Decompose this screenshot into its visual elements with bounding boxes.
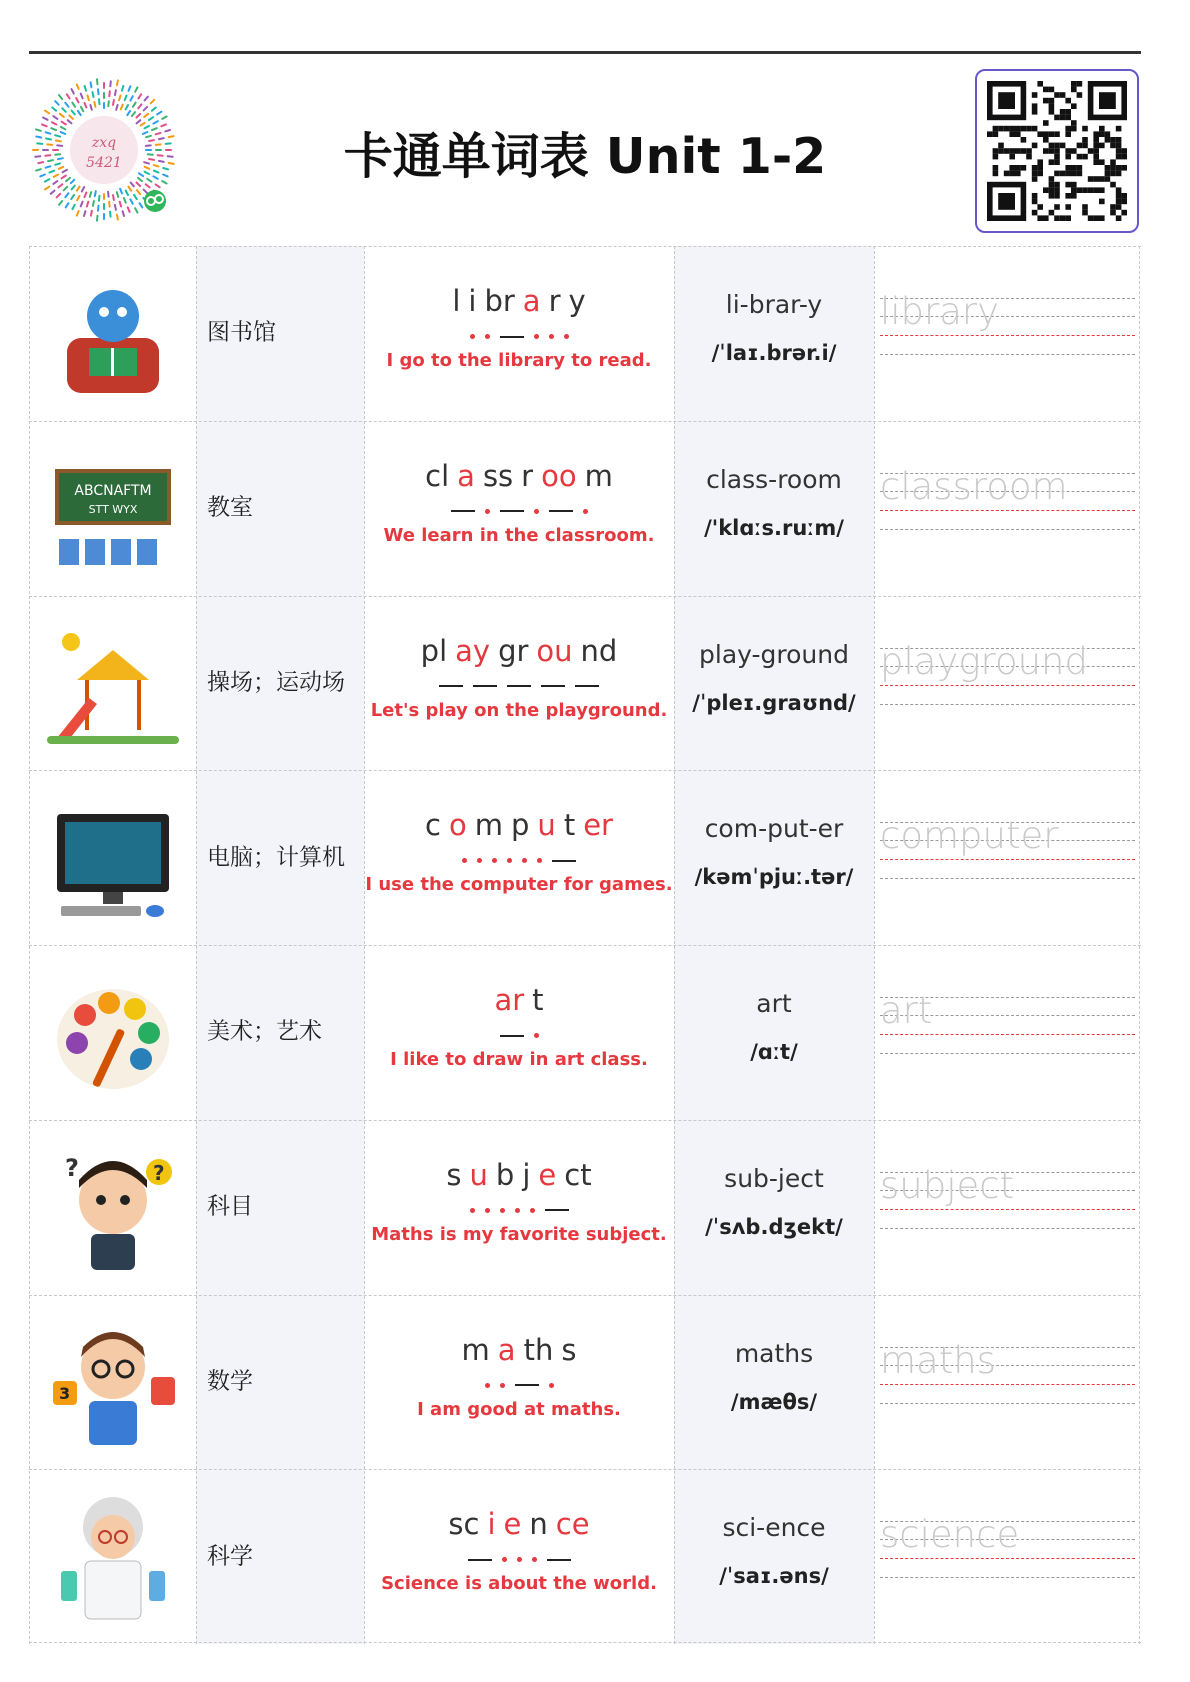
svg-text:zxq: zxq: [91, 135, 117, 151]
syllable-split: li-brar-y: [725, 290, 823, 319]
spelling-cell: [364, 246, 674, 421]
phonics-marks: [364, 501, 674, 513]
phonics-segment: p: [511, 808, 530, 843]
spelling-cell: [364, 1469, 674, 1644]
dot-mark: [462, 858, 467, 863]
syllable-cell: [674, 1120, 874, 1295]
picture-cell: [29, 945, 196, 1120]
dash-mark: [547, 1559, 571, 1561]
table-divider: [29, 1120, 1141, 1121]
writing-guide-line: [880, 878, 1135, 879]
dot-mark: [515, 1208, 520, 1213]
syllable-cell: [674, 1295, 874, 1470]
spelling-cell: [364, 596, 674, 771]
syllable-split: class-room: [706, 464, 842, 494]
phonics-segment: i: [468, 284, 477, 318]
chinese-meaning: 数学: [207, 1368, 253, 1395]
phonics-segment: nd: [580, 633, 618, 668]
phonics-word: [364, 1507, 674, 1541]
example-sentence: Maths is my favorite subject.: [371, 1223, 667, 1245]
writing-guide-line: [880, 685, 1135, 686]
phonics-segment: cl: [425, 458, 450, 493]
writing-guide-line: [880, 1228, 1135, 1229]
phonics-segment: er: [583, 808, 613, 843]
paint-palette-icon: [47, 963, 179, 1103]
dot-mark: [470, 334, 475, 339]
phonics-marks: [364, 1549, 674, 1561]
syllable-split: art: [756, 989, 792, 1018]
phonics-segment: ar: [494, 983, 525, 1017]
page-title: 卡通单词表 Unit 1-2: [343, 128, 827, 185]
handwriting-cell: [874, 945, 1141, 1120]
chinese-meaning: 图书馆: [207, 319, 276, 346]
chinese-meaning-cell: [196, 246, 364, 421]
dot-mark: [530, 1208, 535, 1213]
phonics-segment: th: [523, 1332, 554, 1367]
chinese-meaning-cell: [196, 1295, 364, 1470]
phonetic-transcription: /ˈlaɪ.brər.i/: [711, 341, 837, 365]
dot-mark: [549, 1383, 554, 1388]
phonics-segment: u: [469, 1157, 488, 1192]
chinese-meaning: 操场；运动场: [207, 669, 345, 696]
table-divider: [29, 945, 1141, 946]
writing-guide-line: [880, 510, 1135, 511]
dot-mark: [500, 1208, 505, 1213]
syllable-split: maths: [734, 1338, 814, 1368]
table-divider: [29, 1642, 1141, 1643]
writing-guide-line: [880, 1384, 1135, 1385]
svg-text:ABCNAFTM: ABCNAFTM: [74, 482, 152, 499]
spelling-cell: [364, 1120, 674, 1295]
classroom-icon: [47, 439, 179, 579]
phonics-segment: r: [548, 284, 561, 318]
trace-word: playground: [880, 639, 1088, 683]
phonics-segment: u: [537, 808, 556, 843]
phonics-segment: s: [446, 1157, 462, 1192]
phonics-segment: c: [425, 808, 441, 843]
phonics-segment: m: [584, 458, 613, 493]
dot-mark: [549, 334, 554, 339]
picture-cell: [29, 1120, 196, 1295]
phonics-segment: r: [521, 458, 534, 493]
phonics-segment: b: [495, 1157, 515, 1192]
dash-mark: [473, 685, 497, 687]
dot-mark: [534, 1033, 539, 1038]
phonics-segment: n: [529, 1507, 548, 1542]
phonics-segment: y: [568, 284, 586, 318]
dash-mark: [439, 685, 463, 687]
dash-mark: [549, 510, 573, 512]
dot-mark: [534, 334, 539, 339]
spelling-cell: [364, 945, 674, 1120]
dash-mark: [541, 685, 565, 687]
spelling-cell: [364, 421, 674, 596]
dash-mark: [545, 1209, 569, 1211]
phonics-marks: [364, 1200, 674, 1212]
trace-word: art: [880, 989, 933, 1032]
dot-mark: [537, 858, 542, 863]
phonetic-transcription: /ˈsʌb.dʒekt/: [705, 1214, 843, 1239]
phonics-segment: m: [461, 1332, 490, 1367]
trace-word: classroom: [880, 464, 1068, 508]
syllable-split: sub-ject: [724, 1163, 824, 1193]
phonics-segment: l: [452, 284, 461, 318]
handwriting-cell: [874, 1295, 1141, 1470]
trace-word: library: [880, 290, 1000, 333]
example-sentence: I like to draw in art class.: [390, 1049, 648, 1070]
phonics-word: [364, 284, 674, 318]
dash-mark: [468, 1559, 492, 1561]
phonetic-transcription: /ˈpleɪ.graʊnd/: [692, 690, 856, 715]
phonics-word: [364, 1333, 674, 1367]
example-sentence: Let's play on the playground.: [370, 699, 668, 721]
dash-mark: [451, 510, 475, 512]
spelling-cell: [364, 1295, 674, 1470]
dash-mark: [500, 336, 524, 338]
phonics-segment: s: [561, 1332, 577, 1367]
handwriting-cell: [874, 246, 1141, 421]
miniprogram-logo: [29, 75, 179, 225]
writing-guide-line: [880, 335, 1135, 336]
dot-mark: [522, 858, 527, 863]
handwriting-cell: [874, 770, 1141, 945]
picture-cell: [29, 770, 196, 945]
dot-mark: [485, 1208, 490, 1213]
table-divider: [29, 1295, 1141, 1296]
writing-guide-line: [880, 1209, 1135, 1210]
writing-guide-line: [880, 1403, 1135, 1404]
picture-cell: [29, 596, 196, 771]
chinese-meaning: 美术；艺术: [207, 1018, 322, 1045]
dot-mark: [517, 1557, 522, 1562]
phonetic-transcription: /ɑːt/: [750, 1040, 798, 1064]
boy-reading-icon: [47, 264, 179, 404]
phonics-segment: ce: [555, 1507, 590, 1542]
phonics-segment: t: [563, 808, 576, 843]
example-sentence: Science is about the world.: [381, 1573, 657, 1595]
confused-boy-icon: [47, 1138, 179, 1278]
handwriting-cell: [874, 596, 1141, 771]
math-boy-icon: [47, 1313, 179, 1453]
dash-mark: [552, 860, 576, 862]
phonics-segment: oo: [541, 458, 577, 493]
svg-text:?: ?: [65, 1153, 79, 1182]
table-divider: [29, 596, 1141, 597]
phonics-marks: [364, 1025, 674, 1037]
writing-guide-line: [880, 704, 1135, 705]
picture-cell: [29, 246, 196, 421]
dot-mark: [470, 1208, 475, 1213]
phonics-segment: a: [497, 1332, 516, 1367]
writing-guide-line: [880, 529, 1135, 530]
table-divider: [29, 770, 1141, 771]
dot-mark: [534, 509, 539, 514]
phonics-segment: a: [457, 458, 475, 493]
syllable-cell: [674, 770, 874, 945]
svg-text:3: 3: [59, 1383, 71, 1403]
phonics-segment: e: [538, 1157, 557, 1192]
syllable-split: play-ground: [699, 639, 849, 669]
example-sentence: We learn in the classroom.: [383, 524, 655, 546]
phonics-segment: i: [487, 1507, 496, 1542]
phonetic-transcription: /ˈsaɪ.əns/: [719, 1564, 829, 1589]
dot-mark: [477, 858, 482, 863]
example-sentence: I go to the library to read.: [386, 350, 652, 371]
example-sentence: I am good at maths.: [417, 1398, 621, 1420]
dot-mark: [564, 334, 569, 339]
dot-mark: [485, 509, 490, 514]
svg-text:?: ?: [153, 1160, 165, 1185]
chinese-meaning-cell: [196, 596, 364, 771]
phonics-word: [364, 459, 674, 493]
phonics-segment: t: [532, 983, 544, 1017]
table-divider: [29, 246, 1141, 247]
chinese-meaning: 电脑；计算机: [207, 844, 345, 871]
example-sentence: I use the computer for games.: [365, 874, 673, 896]
picture-cell: [29, 1295, 196, 1470]
chinese-meaning: 教室: [207, 494, 253, 521]
dot-mark: [485, 1383, 490, 1388]
chinese-meaning: 科目: [207, 1193, 253, 1220]
dash-mark: [500, 1035, 524, 1037]
chinese-meaning-cell: [196, 770, 364, 945]
qr-code: [975, 69, 1139, 233]
phonics-segment: sc: [448, 1507, 480, 1542]
writing-guide-line: [880, 1053, 1135, 1054]
phonics-segment: a: [522, 284, 541, 318]
top-rule: [29, 51, 1141, 54]
dot-mark: [502, 1557, 507, 1562]
phonetic-transcription: /'klɑːs.ruːm/: [704, 515, 844, 540]
chinese-meaning: 科学: [207, 1543, 253, 1570]
handwriting-cell: [874, 421, 1141, 596]
syllable-cell: [674, 246, 874, 421]
trace-word: computer: [880, 814, 1059, 858]
phonics-marks: [364, 850, 674, 862]
phonics-segment: br: [484, 284, 515, 318]
phonics-marks: [364, 326, 674, 338]
phonics-segment: gr: [498, 633, 529, 668]
dot-mark: [507, 858, 512, 863]
picture-cell: [29, 1469, 196, 1644]
phonics-segment: ss: [482, 458, 514, 493]
dot-mark: [500, 1383, 505, 1388]
dash-mark: [515, 1384, 539, 1386]
writing-guide-line: [880, 354, 1135, 355]
dash-mark: [575, 685, 599, 687]
phonics-segment: ay: [455, 633, 491, 668]
phonics-word: [364, 1158, 674, 1192]
phonics-segment: e: [503, 1507, 522, 1542]
phonics-segment: m: [474, 808, 503, 843]
syllable-cell: [674, 421, 874, 596]
phonics-segment: ct: [564, 1157, 592, 1192]
svg-text:STT WYX: STT WYX: [88, 502, 138, 516]
dot-mark: [532, 1557, 537, 1562]
writing-guide-line: [880, 1577, 1135, 1578]
dot-mark: [485, 334, 490, 339]
syllable-cell: [674, 596, 874, 771]
chinese-meaning-cell: [196, 1469, 364, 1644]
writing-guide-line: [880, 859, 1135, 860]
phonics-word: [364, 634, 674, 668]
syllable-cell: [674, 1469, 874, 1644]
phonics-segment: j: [522, 1157, 531, 1192]
handwriting-cell: [874, 1469, 1141, 1644]
writing-guide-line: [880, 1034, 1135, 1035]
computer-icon: [47, 788, 179, 928]
syllable-split: sci-ence: [722, 1513, 826, 1543]
table-divider: [29, 1469, 1141, 1470]
phonics-segment: o: [449, 808, 467, 843]
syllable-cell: [674, 945, 874, 1120]
vocabulary-table: [29, 246, 1141, 1644]
trace-word: maths: [880, 1338, 996, 1382]
handwriting-cell: [874, 1120, 1141, 1295]
chinese-meaning-cell: [196, 421, 364, 596]
trace-word: subject: [880, 1163, 1015, 1207]
phonics-segment: ou: [536, 633, 573, 668]
table-divider: [29, 421, 1141, 422]
spelling-cell: [364, 770, 674, 945]
phonics-segment: pl: [420, 633, 448, 668]
chinese-meaning-cell: [196, 945, 364, 1120]
syllable-split: com-put-er: [704, 814, 844, 844]
dash-mark: [500, 510, 524, 512]
chinese-meaning-cell: [196, 1120, 364, 1295]
dash-mark: [507, 685, 531, 687]
dot-mark: [583, 509, 588, 514]
phonics-word: [364, 983, 674, 1017]
trace-word: science: [880, 1513, 1020, 1557]
scientist-icon: [47, 1487, 179, 1627]
phonetic-transcription: /kəmˈpjuː.tər/: [694, 865, 854, 890]
picture-cell: [29, 421, 196, 596]
phonics-marks: [364, 1375, 674, 1387]
phonics-marks: [364, 676, 674, 688]
playground-icon: [47, 614, 179, 754]
dot-mark: [492, 858, 497, 863]
phonetic-transcription: /mæθs/: [730, 1389, 818, 1414]
writing-guide-line: [880, 1558, 1135, 1559]
svg-text:5421: 5421: [86, 155, 122, 171]
phonics-word: [364, 808, 674, 842]
